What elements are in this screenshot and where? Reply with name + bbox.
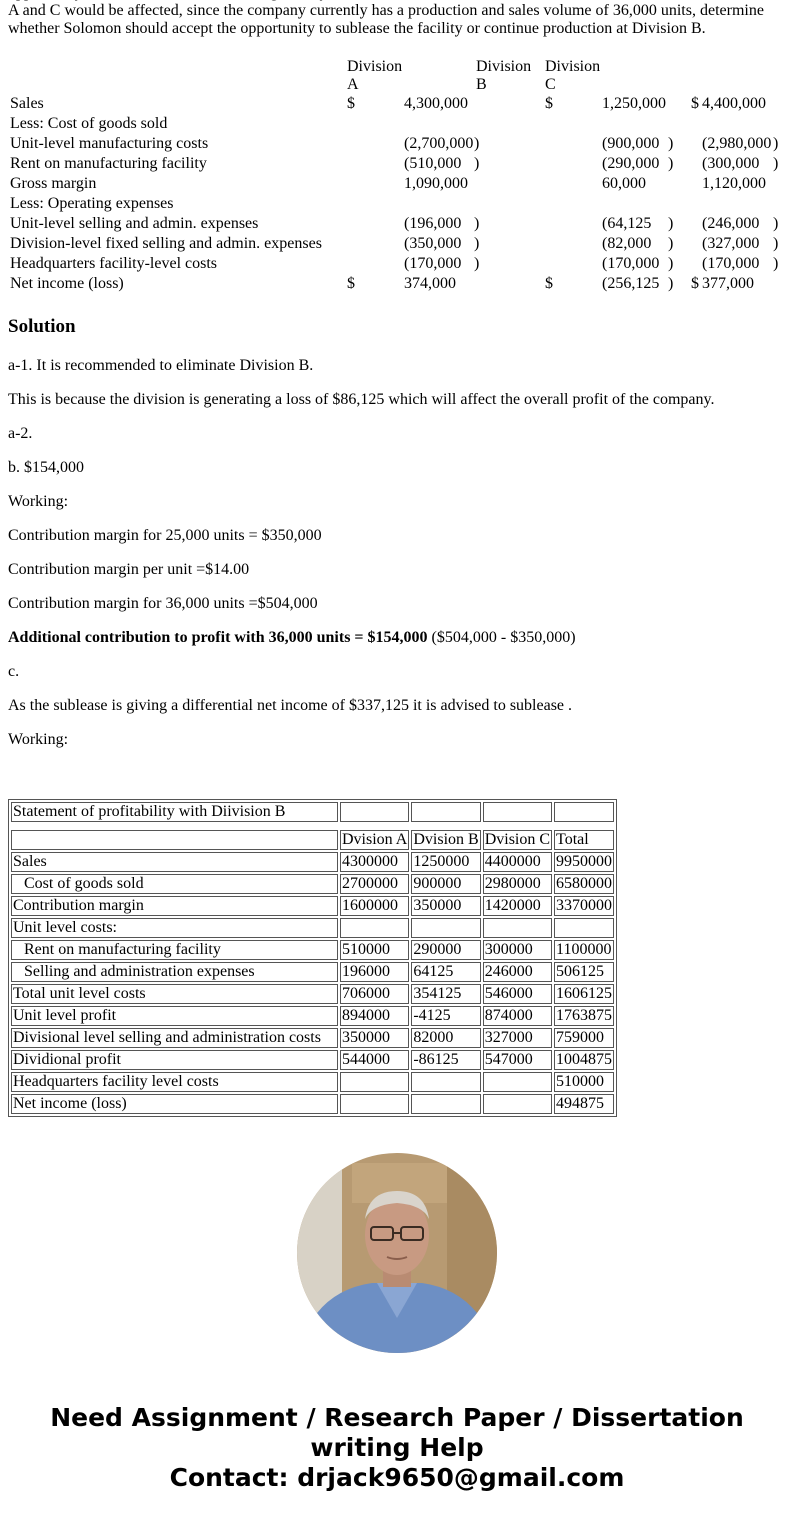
table-cell: 2700000 bbox=[340, 874, 409, 894]
statement-cell-c-close: ) bbox=[773, 135, 779, 152]
statement-cell-b-sym: $ bbox=[545, 275, 553, 292]
statement-cell-b: (82,000 bbox=[602, 235, 652, 252]
statement-cell-c: (327,000 bbox=[702, 235, 760, 252]
table-header-total: Total bbox=[554, 830, 614, 850]
statement-cell-c: (246,000 bbox=[702, 215, 760, 232]
statement-row-label: Division-level fixed selling and admin. expenses bbox=[10, 235, 322, 252]
table-cell: 510000 bbox=[340, 940, 409, 960]
statement-cell-a: 4,300,000 bbox=[404, 95, 468, 112]
statement-cell-a: 374,000 bbox=[404, 275, 456, 292]
cm-per-unit-line: Contribution margin per unit =$14.00 bbox=[8, 561, 250, 578]
table-row-label: Net income (loss) bbox=[11, 1094, 338, 1114]
table-cell: 246000 bbox=[483, 962, 552, 982]
table-cell: 290000 bbox=[411, 940, 480, 960]
table-cell: 1600000 bbox=[340, 896, 409, 916]
statement-cell-b: (290,000 bbox=[602, 155, 660, 172]
answer-b: b. $154,000 bbox=[8, 459, 84, 476]
table-cell: 64125 bbox=[411, 962, 480, 982]
statement-cell-c: (2,980,000 bbox=[702, 135, 772, 152]
table-cell: 196000 bbox=[340, 962, 409, 982]
statement-cell-b-close: ) bbox=[668, 135, 674, 152]
table-row bbox=[11, 984, 614, 1004]
table-row bbox=[11, 940, 614, 960]
table-cell: 3370000 bbox=[556, 897, 613, 914]
table-row-label: Cost of goods sold bbox=[11, 874, 338, 894]
statement-row-label: Less: Operating expenses bbox=[10, 195, 174, 212]
table-cell: 874000 bbox=[483, 1006, 552, 1026]
table-cell: 350000 bbox=[411, 896, 480, 916]
author-avatar bbox=[297, 1153, 497, 1353]
statement-row bbox=[8, 254, 788, 274]
table-cell: 1004875 bbox=[556, 1051, 613, 1068]
table-cell: 350000 bbox=[340, 1028, 409, 1048]
solution-heading: Solution bbox=[8, 316, 76, 337]
statement-row bbox=[8, 234, 788, 254]
cm-25000-line: Contribution margin for 25,000 units = $350,000 bbox=[8, 527, 322, 544]
statement-cell-c-close: ) bbox=[773, 155, 779, 172]
table-row bbox=[11, 1028, 614, 1048]
table-cell: 510000 bbox=[554, 1072, 614, 1092]
statement-cell-b: (900,000 bbox=[602, 135, 660, 152]
statement-cell-c-close: ) bbox=[773, 215, 779, 232]
statement-cell-c-close: ) bbox=[773, 235, 779, 252]
table-row bbox=[11, 962, 614, 982]
table-header-row bbox=[11, 830, 614, 850]
answer-a1: a-1. It is recommended to eliminate Division B. bbox=[8, 357, 314, 374]
statement-row-label: Unit-level selling and admin. expenses bbox=[10, 215, 259, 232]
statement-cell-c: (300,000 bbox=[702, 155, 760, 172]
table-row-label: Sales bbox=[11, 852, 338, 872]
statement-cell-b: 1,250,000 bbox=[602, 95, 666, 112]
table-cell: 759000 bbox=[554, 1028, 614, 1048]
statement-cell-c-close: ) bbox=[773, 255, 779, 272]
cm-36000-line: Contribution margin for 36,000 units =$504,000 bbox=[8, 595, 318, 612]
table-cell: 2980000 bbox=[483, 874, 552, 894]
statement-cell-a-close: ) bbox=[474, 235, 480, 252]
statement-row-label: Unit-level manufacturing costs bbox=[10, 135, 209, 152]
table-cell: -4125 bbox=[411, 1006, 480, 1026]
table-row-label: Headquarters facility level costs bbox=[11, 1072, 338, 1092]
table-cell: 494875 bbox=[554, 1094, 614, 1114]
table-row-label: Unit level profit bbox=[11, 1006, 338, 1026]
statement-cell-c-sym: $ bbox=[691, 95, 699, 112]
statement-cell-a-sym: $ bbox=[347, 95, 355, 112]
statement-cell-c: 377,000 bbox=[702, 275, 754, 292]
table-title-row bbox=[11, 802, 614, 822]
answer-a1-reason: This is because the division is generating a loss of $86,125 which will affect the overall profit of the company. bbox=[8, 391, 715, 408]
table-row-label: Unit level costs: bbox=[11, 918, 338, 938]
intro-paragraph: A and C would be affected, since the company currently has a production and sales volume of 36,000 units, determine whether Solomon should accept the opportunity to sublease the facility or continue production at Division B. bbox=[8, 2, 764, 37]
table-cell: 547000 bbox=[483, 1050, 552, 1070]
table-cell: 506125 bbox=[554, 962, 614, 982]
profitability-table bbox=[8, 799, 617, 1117]
table-title: Statement of profitability with Diivision B bbox=[11, 802, 338, 822]
table-cell: 1250000 bbox=[411, 852, 480, 872]
table-cell bbox=[411, 1072, 480, 1092]
statement-cell-b-sym: $ bbox=[545, 95, 553, 112]
table-row-label: Rent on manufacturing facility bbox=[11, 940, 338, 960]
statement-cell-b-close: ) bbox=[668, 255, 674, 272]
statement-cell-a-close: ) bbox=[474, 215, 480, 232]
answer-c-text: As the sublease is giving a differential net income of $337,125 it is advised to sublease . bbox=[8, 697, 573, 714]
table-cell: 894000 bbox=[340, 1006, 409, 1026]
statement-row-label: Net income (loss) bbox=[10, 275, 124, 292]
statement-cell-c: (170,000 bbox=[702, 255, 760, 272]
table-row bbox=[11, 874, 614, 894]
table-cell bbox=[340, 1072, 409, 1092]
table-row bbox=[11, 1050, 614, 1070]
statement-cell-b-close: ) bbox=[668, 275, 674, 292]
table-cell: 1606125 bbox=[556, 985, 613, 1002]
table-header-division-a: Dvision A bbox=[342, 831, 408, 848]
statement-row bbox=[8, 174, 788, 194]
table-cell: 300000 bbox=[483, 940, 552, 960]
header-division-a: Division A bbox=[347, 58, 403, 93]
answer-a2: a-2. bbox=[8, 425, 33, 442]
table-row-label: Contribution margin bbox=[11, 896, 338, 916]
statement-row bbox=[8, 114, 788, 134]
table-cell bbox=[554, 918, 614, 938]
table-cell: 706000 bbox=[340, 984, 409, 1004]
statement-cell-b-close: ) bbox=[668, 215, 674, 232]
statement-cell-c-sym: $ bbox=[691, 275, 699, 292]
statement-cell-a: (350,000 bbox=[404, 235, 462, 252]
statement-row bbox=[8, 214, 788, 234]
cta-line-3: Contact: drjack9650@gmail.com bbox=[169, 1463, 625, 1492]
table-row bbox=[11, 918, 614, 938]
statement-row bbox=[8, 94, 788, 114]
table-row bbox=[11, 1094, 614, 1114]
statement-cell-a-sym: $ bbox=[347, 275, 355, 292]
table-header-blank bbox=[11, 830, 338, 850]
additional-contribution-calc: ($504,000 - $350,000) bbox=[427, 629, 576, 646]
table-cell: 354125 bbox=[411, 984, 480, 1004]
table-cell: 1763875 bbox=[556, 1007, 613, 1024]
working-label-2: Working: bbox=[8, 731, 69, 748]
working-label-1: Working: bbox=[8, 493, 69, 510]
table-cell bbox=[483, 1094, 552, 1114]
statement-cell-a: 1,090,000 bbox=[404, 175, 468, 192]
table-cell: 6580000 bbox=[556, 875, 613, 892]
additional-contribution-bold: Additional contribution to profit with 36,000 units = $154,000 bbox=[8, 629, 428, 646]
statement-cell-b: 60,000 bbox=[602, 175, 646, 192]
table-cell: -86125 bbox=[411, 1050, 480, 1070]
table-cell bbox=[483, 1072, 552, 1092]
table-cell bbox=[483, 918, 552, 938]
table-row-label: Selling and administration expenses bbox=[11, 962, 338, 982]
division-income-statement bbox=[8, 58, 788, 298]
statement-cell-b: (256,125 bbox=[602, 275, 660, 292]
contact-banner bbox=[0, 1403, 794, 1493]
statement-cell-a: (196,000 bbox=[404, 215, 462, 232]
table-cell: 1100000 bbox=[554, 940, 614, 960]
statement-row bbox=[8, 134, 788, 154]
table-row-label: Total unit level costs bbox=[11, 984, 338, 1004]
author-portrait-image bbox=[297, 1153, 497, 1353]
statement-cell-a-close: ) bbox=[474, 255, 480, 272]
statement-cell-a: (170,000 bbox=[404, 255, 462, 272]
additional-contribution-line bbox=[8, 628, 576, 648]
table-header-division-b: Dvision B bbox=[413, 831, 479, 848]
statement-cell-b: (64,125 bbox=[602, 215, 652, 232]
statement-cell-a: (510,000 bbox=[404, 155, 462, 172]
table-row bbox=[11, 896, 614, 916]
cta-line-1: Need Assignment / Research Paper / Dissertation bbox=[50, 1403, 744, 1432]
statement-cell-b: (170,000 bbox=[602, 255, 660, 272]
table-cell: 900000 bbox=[411, 874, 480, 894]
statement-cell-a-close: ) bbox=[474, 155, 480, 172]
statement-row-label: Less: Cost of goods sold bbox=[10, 115, 168, 132]
table-row bbox=[11, 852, 614, 872]
table-cell: 4400000 bbox=[483, 852, 552, 872]
statement-row-label: Sales bbox=[10, 95, 44, 112]
table-cell: 546000 bbox=[483, 984, 552, 1004]
table-cell: 82000 bbox=[411, 1028, 480, 1048]
header-division-c: Division C bbox=[545, 58, 601, 93]
statement-cell-a: (2,700,000 bbox=[404, 135, 474, 152]
table-row bbox=[11, 1006, 614, 1026]
table-cell bbox=[340, 918, 409, 938]
statement-cell-c: 1,120,000 bbox=[702, 175, 766, 192]
table-row bbox=[11, 1072, 614, 1092]
statement-row-label: Gross margin bbox=[10, 175, 97, 192]
statement-cell-a-close: ) bbox=[474, 135, 480, 152]
table-header-division-c: Dvision C bbox=[484, 831, 551, 848]
statement-header-row bbox=[8, 58, 788, 98]
header-division-b: Division B bbox=[476, 58, 532, 93]
statement-row bbox=[8, 194, 788, 214]
statement-row-label: Headquarters facility-level costs bbox=[10, 255, 218, 272]
table-cell: 1420000 bbox=[483, 896, 552, 916]
table-cell bbox=[411, 1094, 480, 1114]
statement-row bbox=[8, 274, 788, 294]
table-cell: 9950000 bbox=[556, 853, 613, 870]
table-row-label: Divisional level selling and administration costs bbox=[11, 1028, 338, 1048]
statement-row-label: Rent on manufacturing facility bbox=[10, 155, 207, 172]
table-cell bbox=[411, 918, 480, 938]
answer-c: c. bbox=[8, 663, 20, 680]
table-row-label: Dividional profit bbox=[11, 1050, 338, 1070]
statement-cell-b-close: ) bbox=[668, 155, 674, 172]
table-cell bbox=[340, 1094, 409, 1114]
statement-row bbox=[8, 154, 788, 174]
table-cell: 544000 bbox=[340, 1050, 409, 1070]
statement-cell-b-close: ) bbox=[668, 235, 674, 252]
cta-line-2: writing Help bbox=[310, 1433, 484, 1462]
statement-cell-c: 4,400,000 bbox=[702, 95, 766, 112]
table-cell: 327000 bbox=[483, 1028, 552, 1048]
table-cell: 4300000 bbox=[340, 852, 409, 872]
